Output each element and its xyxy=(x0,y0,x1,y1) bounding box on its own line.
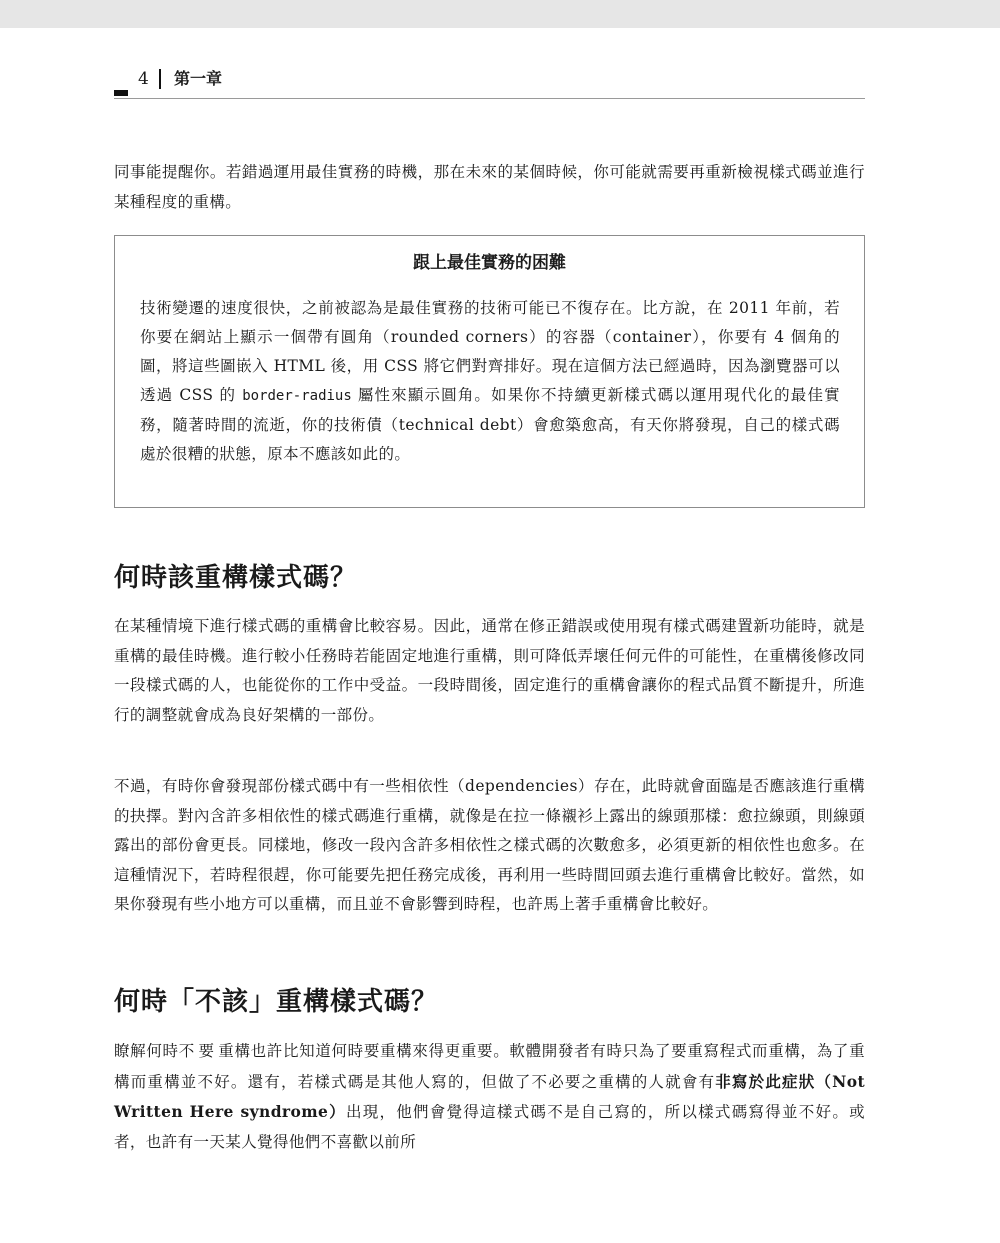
sidebar-code: border-radius xyxy=(242,388,352,404)
chapter-title: 第一章 xyxy=(174,69,223,88)
running-header xyxy=(114,68,865,99)
section2-text-b: 重構也許比知道何時要重構來得更重要。軟體開發者有時只為了要重寫程式而重構，為了重構而重構並不好。還有，若樣式碼是其他人寫的，但做了不必要之重構的人就會有 xyxy=(114,1042,865,1091)
sidebar-box xyxy=(114,235,865,508)
section2-paragraph-1 xyxy=(114,1037,865,1157)
page-number: 4 xyxy=(138,69,149,89)
section1-paragraph-1: 在某種情境下進行樣式碼的重構會比較容易。因此，通常在修正錯誤或使用現有樣式碼建置新功能時，就是重構的最佳時機。進行較小任務時若能固定地進行重構，則可降低弄壞任何元件的可能性，在重構後修改同一段樣式碼的人，也能從你的工作中受益。一段時間後，固定進行的重構會讓你的程式品質不斷提升，所進行的調整就會成為良好架構的一部份。 xyxy=(114,617,865,724)
section2-text-c: 出現，他們會覺得這樣式碼不是自己寫的，所以樣式碼寫得並不好。或者，也許有一天某人覺得他們不喜歡以前所 xyxy=(114,1103,865,1151)
section2-emphasis: 不要 xyxy=(178,1042,219,1060)
section2-strong: 非寫於此症狀（Not Written Here syndrome） xyxy=(114,1071,866,1121)
sidebar-body-post: 屬性來顯示圓角。如果你不持續更新樣式碼以運用現代化的最佳實務，隨著時間的流逝，你的技術債（technical debt）會愈築愈高，有天你將發現，自己的樣式碼處於很糟的狀態，原本不應該如此的。 xyxy=(140,386,840,463)
section1-paragraph-2: 不過，有時你會發現部份樣式碼中有一些相依性（dependencies）存在，此時就會面臨是否應該進行重構的抉擇。對內含許多相依性的樣式碼進行重構，就像是在拉一條襯衫上露出的線頭那樣：愈拉線頭，則線頭露出的部份會更長。同樣地，修改一段內含許多相依性之樣式碼的次數愈多，必須更新的相依性也愈多。在這種情況下，若時程很趕，你可能要先把任務完成後，再利用一些時間回頭去進行重構會比較好。當然，如果你發現有些小地方可以重構，而且並不會影響到時程，也許馬上著手重構會比較好。 xyxy=(114,777,865,913)
sidebar-body xyxy=(140,294,840,469)
sidebar-body-pre: 技術變遷的速度很快，之前被認為是最佳實務的技術可能已不復存在。比方說，在 2011 年前，若你要在網站上顯示一個帶有圓角（rounded corners）的容器（container），你要有 4 個角的圖，將這些圖嵌入 HTML 後，用 CSS 將它們對齊排好。現在這個方法已經過時，因為瀏覽器可以透過 CSS 的 xyxy=(140,299,840,404)
header-divider xyxy=(159,69,161,89)
intro-paragraph: 同事能提醒你。若錯過運用最佳實務的時機，那在未來的某個時候，你可能就需要再重新檢視樣式碼並進行某種程度的重構。 xyxy=(114,163,865,211)
top-band xyxy=(0,0,1000,28)
header-marker xyxy=(114,90,128,96)
section1-heading: 何時該重構樣式碼？ xyxy=(114,563,358,593)
section2-heading: 何時「不該」重構樣式碼？ xyxy=(114,987,439,1017)
sidebar-title: 跟上最佳實務的困難 xyxy=(413,253,566,273)
section2-text-a: 瞭解何時 xyxy=(114,1042,179,1060)
